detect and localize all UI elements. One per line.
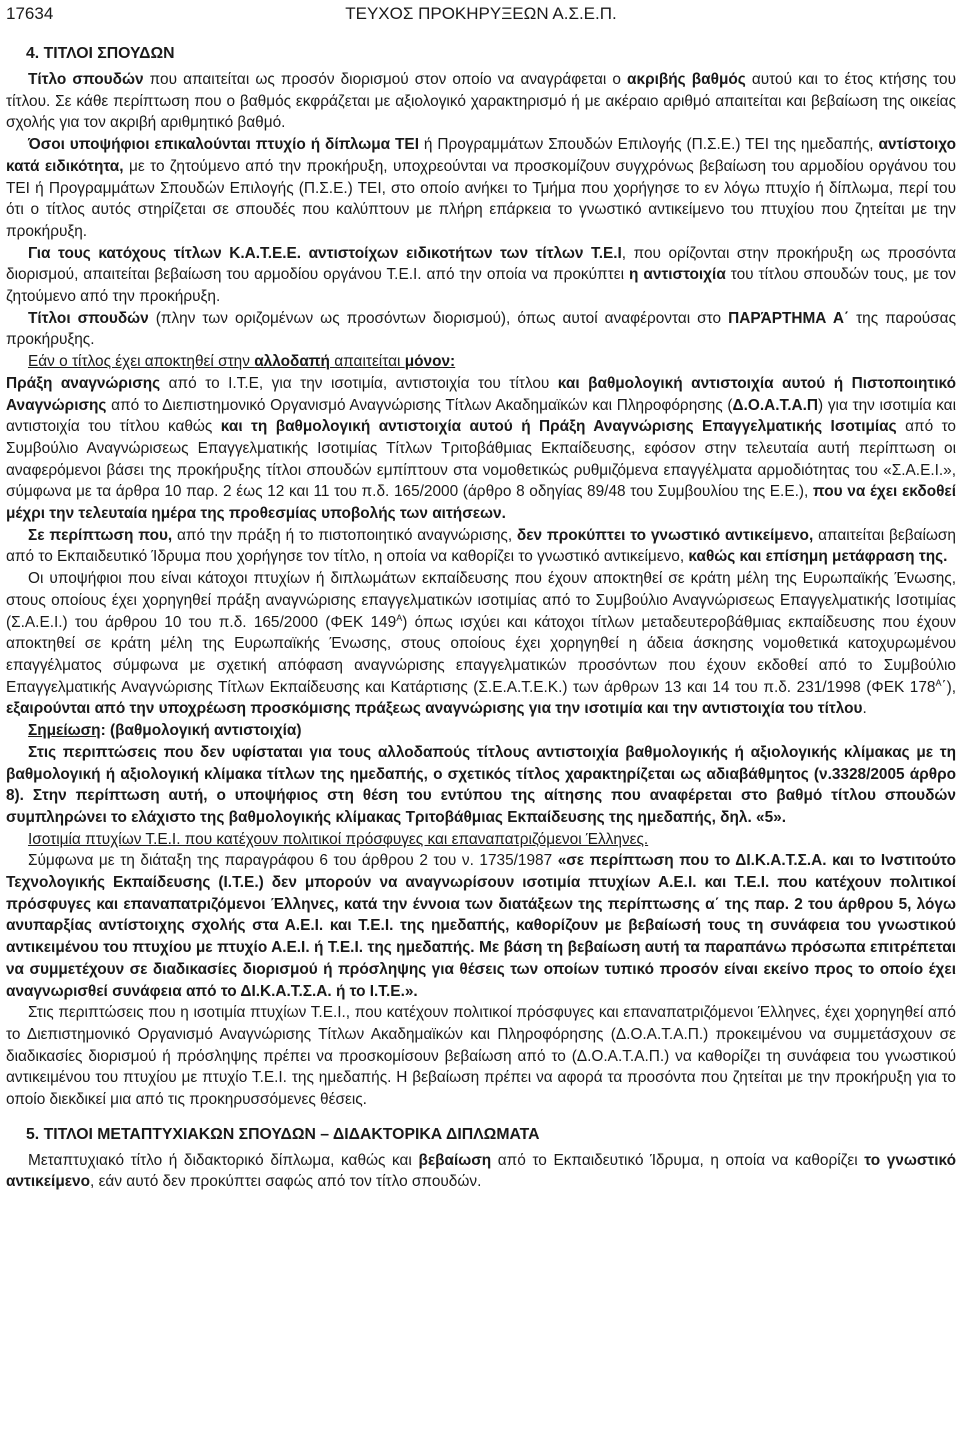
text-run: Τίτλοι σπουδών xyxy=(28,309,149,327)
text-run: Σημείωση xyxy=(28,722,101,740)
text-run: από το Ι.Τ.Ε, για την ισοτιμία, αντιστοιχία του τίτλου xyxy=(160,374,558,392)
text-run: από το Εκπαιδευτικό Ίδρυμα, η οποία να καθορίζει xyxy=(491,1151,865,1169)
text-run: αυτού και το έτος κτήσης του τίτλου. Σε κάθε περίπτωση που ο βαθμός εκφράζεται με αξιολογικό χαρακτηρισμό ή με ακέραιο αριθμό απαιτείται και βεβαίωση της οικείας σχολής για τον ακριβή αριθμητικό βαθμό. xyxy=(6,71,956,132)
text-run: απαιτείται βεβαίωση από το Εκπαιδευτικό Ίδρυμα που χορήγησε τον τίτλο, η οποία να καθορίζει το γνωστικό αντικείμενο, xyxy=(6,526,956,566)
text-run: Σε περίπτωση που, xyxy=(28,526,173,544)
text-run: Ισοτιμία πτυχίων Τ.Ε.Ι. που κατέχουν πολιτικοί πρόσφυγες και επαναπατριζόμενοι Έλληνες. xyxy=(28,830,649,848)
text-run: μόνον: xyxy=(404,353,456,371)
text-run: . xyxy=(862,700,867,718)
text-run: «σε περίπτωση που το ΔΙ.Κ.Α.Τ.Σ.Α. και το Ινστιτούτο Τεχνολογικής Εκπαίδευσης (Ι.Τ.Ε.) δεν μπορούν να αναγνωρίσουν ισοτιμία πτυχίων Α.Ε.Ι. και Τ.Ε.Ι. που κατέχουν πολιτικοί πρόσφυγες και επαναπατριζόμενοι Έλληνες, κατά την έννοια των διατάξεων της περίπτωσης α΄ της παρ. 2 του άρθρου 5, λόγω ανυπαρξίας αντίστοιχης σχολής στα Α.Ε.Ι. και Τ.Ε.Ι. της ημεδαπής, καθορίζουν με βεβαίωσή τους τη συνάφεια του γνωστικού αντικειμένου του πτυχίου με πτυχίο Α.Ε.Ι. ή Τ.Ε.Ι. της ημεδαπής. Με βάση τη βεβαίωση αυτή τα παραπάνω πρόσωπα επιτρέπεται να συμμετέχουν σε διαδικασίες διορισμού ή πρόσληψης για θέσεις των οποίων τυπικό προσόν είναι εκείνο προς το οποίο έχει αναγνωρισθεί συνάφεια από το ΔΙ.Κ.Α.Τ.Σ.Α. ή το Ι.Τ.Ε.». xyxy=(6,852,956,1000)
text-run: Στις περιπτώσεις που η ισοτιμία πτυχίων Τ.Ε.Ι., που κατέχουν πολιτικοί πρόσφυγες και επαναπατριζόμενοι Έλληνες, έχει χορηγηθεί από το Διεπιστημονικό Οργανισμό Αναγνώρισης Τίτλων Ακαδημαϊκών και Πληροφόρησης (Δ.Ο.Α.Τ.Α.Π.) προκειμένου να συμμετάσχουν σε διαδικασίες διορισμού ή πρόσληψης πρέπει να προσκομίσουν βεβαίωση από το (Δ.Ο.Α.Τ.Α.Π.) να καθορίζει τη συνάφεια του γνωστικού αντικειμένου του πτυχίου με πτυχίο Τ.Ε.Ι. της ημεδαπής. Η βεβαίωση πρέπει να αφορά τα προσόντα που ζητείται με την προκήρυξη για το οποίο διεκδικεί μια από τις προκηρυσσόμενες θέσεις. xyxy=(6,1004,956,1109)
text-run: Όσοι υποψήφιοι επικαλούνται πτυχίο ή δίπλωμα ΤΕΙ xyxy=(28,136,419,154)
text-run: ΠΑΡΆΡΤΗΜΑ Α΄ xyxy=(728,309,850,327)
text-run: από το Συμβούλιο Αναγνώρισεως Επαγγελματικής Ισοτιμίας Τίτλων Τριτοβάθμιας Εκπαίδευσης, εφόσον στην τελευταία αυτή περίπτωση οι αναφερόμενοι βάσει της προκήρυξης τίτλοι σπουδών εμπίπτουν στα νομοθετικώς ρυθμιζόμενα επαγγέλματα αρμοδιότητας του «Σ.Α.Ε.Ι.», σύμφωνα με τα άρθρα 10 παρ. 2 έως 12 και 11 του π.δ. 165/2000 (άρθρο 8 οδηγίας 89/48 του Συμβουλίου της Ε.Ε.), xyxy=(6,418,956,501)
paragraph xyxy=(6,525,956,568)
text-run: Τίτλο σπουδών xyxy=(28,71,144,88)
text-run: Α xyxy=(935,677,942,688)
text-run: ) για την ισοτιμία και αντιστοιχία του τίτλου καθώς xyxy=(6,396,957,436)
section-4-body xyxy=(6,69,956,1111)
text-run: εξαιρούνται από την υποχρέωση προσκόμισης πράξεως αναγνώρισης για την ισοτιμία και την αντιστοιχία του τίτλου xyxy=(6,700,863,718)
paragraph xyxy=(6,351,956,373)
paragraph xyxy=(6,568,956,720)
text-run: αλλοδαπή xyxy=(254,353,330,371)
text-run: Πράξη αναγνώρισης xyxy=(6,374,161,392)
text-run: , που ορίζονται στην προκήρυξη ως προσόντα διορισμού, απαιτείται βεβαίωση του αρμοδίου οργάνου Τ.Ε.Ι. από την οποία να προκύπτει xyxy=(6,244,956,284)
text-run: Για τους κατόχους τίτλων Κ.Α.Τ.Ε.Ε. αντιστοίχων ειδικοτήτων των τίτλων Τ.Ε.Ι xyxy=(28,244,622,262)
text-run: δεν προκύπτει το γνωστικό αντικείμενο, xyxy=(516,526,814,544)
text-run: και τη βαθμολογική αντιστοιχία αυτού ή Πράξη Αναγνώρισης Επαγγελματικής Ισοτιμίας xyxy=(220,418,897,436)
paragraph xyxy=(6,134,956,243)
text-run: Α xyxy=(396,612,403,623)
paragraph xyxy=(6,850,956,1002)
text-run: η αντιστοιχία xyxy=(629,266,726,284)
text-run: που απαιτείται ως προσόν διορισμού στον οποίο να αναγράφεται ο xyxy=(143,71,628,88)
page-header xyxy=(6,0,956,30)
page-number: 17634 xyxy=(6,4,54,23)
text-run: ΄), xyxy=(941,678,956,696)
paragraph xyxy=(6,308,956,351)
text-run: : (βαθμολογική αντιστοιχία) xyxy=(100,722,302,740)
text-run: βεβαίωση xyxy=(418,1151,492,1169)
text-run: , εάν αυτό δεν προκύπτει σαφώς από τον τίτλο σπουδών. xyxy=(90,1173,482,1191)
text-run: με το ζητούμενο από την προκήρυξη, υποχρεούνται να προσκομίζουν συγχρόνως βεβαίωση του αρμοδίου οργάνου του ΤΕΙ ή Προγραμμάτων Σπουδών Επιλογής (Π.Σ.Ε.) ΤΕΙ, στο οποίο ανήκει το Τμήμα που χορήγησε το εν λόγω πτυχίο ή δίπλωμα, περί του ότι ο τίτλος αυτός στηρίζεται σε σπουδές που καλύπτουν με πλήρη επάρκεια το γνωστικό αντικείμενο του πτυχίου που ζητείται με την προκήρυξη. xyxy=(6,157,956,240)
paragraph xyxy=(6,1002,956,1111)
paragraph xyxy=(6,829,956,851)
text-run: από την πράξη ή το πιστοποιητικό αναγνώρισης, xyxy=(172,526,517,544)
text-run: ή Προγραμμάτων Σπουδών Επιλογής (Π.Σ.Ε.) ΤΕΙ της ημεδαπής, xyxy=(418,136,879,154)
text-run: από το Διεπιστημονικό Οργανισμό Αναγνώρισης Τίτλων Ακαδημαϊκών και Πληροφόρησης ( xyxy=(106,396,733,414)
text-run: Μεταπτυχιακό τίτλο ή διδακτορικό δίπλωμα, καθώς και xyxy=(28,1151,419,1169)
issue-title: ΤΕΥΧΟΣ ΠΡΟΚΗΡΥΞΕΩΝ Α.Σ.Ε.Π. xyxy=(345,4,617,23)
section-5-body xyxy=(6,1150,956,1193)
text-run: Στις περιπτώσεις που δεν υφίσταται για τους αλλοδαπούς τίτλους αντιστοιχία βαθμολογικής ή αξιολογικής κλίμακας με τη βαθμολογική ή αξιολογική κλίμακα τίτλων της ημεδαπής, ο σχετικός τίτλος χαρακτηρίζεται ως αδιαβάθμητος (ν.3328/2005 άρθρο 8). Στην περίπτωση αυτή, ο υποψήφιος στη θέση του εντύπου της αίτησης που αναφέρεται στο βαθμό τίτλου σπουδών συμπληρώνει το ελάχιστο της βαθμολογικής κλίμακας Τριτοβάθμιας Εκπαίδευσης της ημεδαπής, δηλ. «5». xyxy=(6,743,956,826)
text-run: Οι υποψήφιοι που είναι κάτοχοι πτυχίων ή διπλωμάτων εκπαίδευσης που έχουν αποκτηθεί σε κράτη μέλη της Ευρωπαϊκής Ένωσης, στους οποίους έχει χορηγηθεί πράξη αναγνώρισης επαγγελματικών ισοτιμίας από το Συμβούλιο Αναγνώρισεως Επαγγελματικής Ισοτιμίας (Σ.Α.Ε.Ι.) του άρθρου 10 του π.δ. 165/2000 (ΦΕΚ 149 xyxy=(6,570,956,631)
paragraph xyxy=(6,69,956,134)
paragraph xyxy=(6,1150,956,1193)
text-run: και βαθμολογική αντιστοιχία αυτού ή Πιστοποιητικό Αναγνώρισης xyxy=(6,374,956,414)
section-4-title: 4. ΤΙΤΛΟΙ ΣΠΟΥΔΩΝ xyxy=(26,45,175,62)
paragraph xyxy=(6,742,956,829)
text-run: ) όπως ισχύει και κάτοχοι τίτλων μεταδευτεροβάθμιας εκπαίδευσης που έχουν αποκτηθεί σε κράτη μέλη της Ευρωπαϊκής Ένωσης, στους οποίους έχει χορηγηθεί η άδεια άσκησης νομοθετικά κατοχυρωμένου επαγγέλματος σύμφωνα με σχετική απόφαση αναγνώρισης επαγγελματικών προσόντων που έχουν εκδοθεί από το Συμβούλιο Επαγγελματικής Αναγνώρισης Τίτλων Εκπαίδευσης και Κατάρτισης (Σ.Ε.Α.Τ.Ε.Κ.) των άρθρων 13 και 14 του π.δ. 231/1998 (ΦΕΚ 178 xyxy=(6,613,956,696)
text-run: Σύμφωνα με τη διάταξη της παραγράφου 6 του άρθρου 2 του ν. 1735/1987 xyxy=(28,852,558,870)
text-run: (πλην των οριζομένων ως προσόντων διορισμού), όπως αυτοί αναφέρονται στο xyxy=(148,309,729,327)
text-run: Εάν ο τίτλος έχει αποκτηθεί στην xyxy=(28,353,255,371)
text-run: αντίστοιχο κατά ειδικότητα, xyxy=(6,136,956,175)
section-5-title: 5. ΤΙΤΛΟΙ ΜΕΤΑΠΤΥΧΙΑΚΩΝ ΣΠΟΥΔΩΝ – ΔΙΔΑΚΤΟΡΙΚΑ ΔΙΠΛΩΜΑΤΑ xyxy=(26,1125,540,1143)
text-run: Δ.Ο.Α.Τ.Α.Π xyxy=(732,396,819,414)
text-run: που να έχει εκδοθεί μέχρι την τελευταία ημέρα της προθεσμίας υποβολής των αιτήσεων. xyxy=(6,483,956,523)
text-run: ακριβής βαθμός xyxy=(627,71,746,88)
text-run: καθώς και επίσημη μετάφραση της. xyxy=(688,548,948,566)
text-run: το γνωστικό αντικείμενο xyxy=(6,1151,956,1191)
text-run: απαιτείται xyxy=(329,353,405,371)
paragraph xyxy=(6,243,956,308)
paragraph xyxy=(6,720,956,742)
paragraph xyxy=(6,373,956,525)
text-run: του τίτλου σπουδών τους, με τον ζητούμενο από την προκήρυξη. xyxy=(6,266,956,306)
text-run: της παρούσας προκήρυξης. xyxy=(6,309,956,349)
